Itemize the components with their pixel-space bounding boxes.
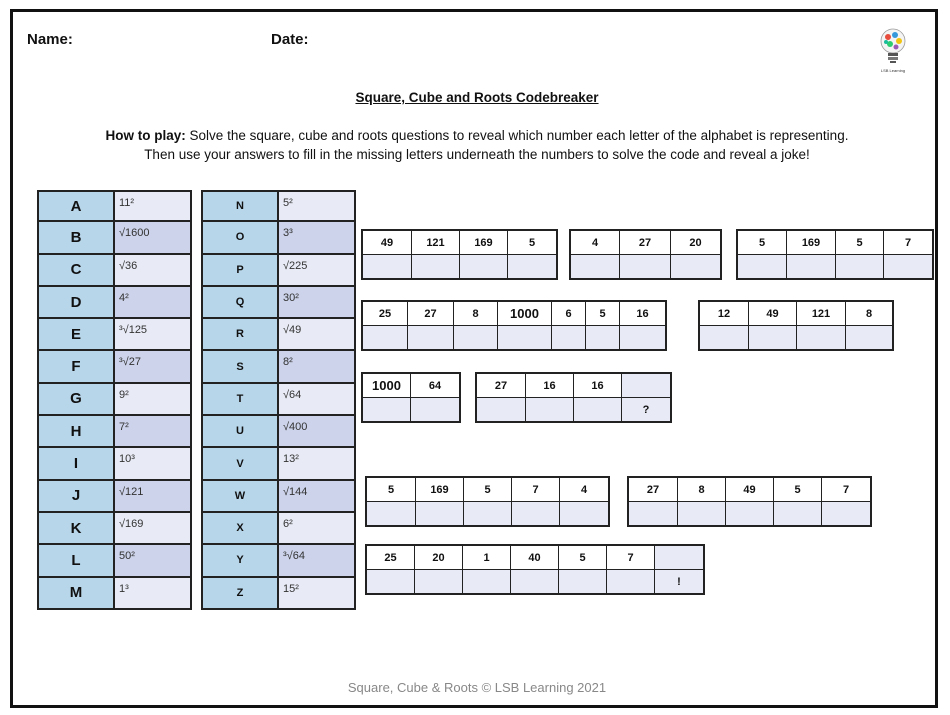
key-row-a — [37, 190, 192, 222]
code-cell — [884, 231, 932, 278]
key-row-t — [201, 384, 356, 416]
code-cell — [671, 231, 720, 278]
code-number: 4 — [571, 231, 619, 255]
code-number: 4 — [560, 478, 608, 502]
letter-answer-field[interactable]: ? — [622, 398, 670, 421]
letter-answer-field[interactable] — [477, 398, 525, 421]
instructions-line-2: Then use your answers to fill in the missing letters underneath the numbers to solve the code and reveal a joke! — [144, 147, 810, 162]
code-cell — [620, 302, 665, 349]
code-cell — [477, 374, 526, 421]
letter-answer-field[interactable] — [774, 502, 821, 525]
letter-answer-field[interactable] — [463, 570, 510, 593]
code-number: 7 — [884, 231, 932, 255]
key-question-answer-field[interactable]: √36 — [115, 255, 190, 285]
code-cell — [629, 478, 678, 525]
code-cell — [726, 478, 774, 525]
key-row-m — [37, 578, 192, 610]
code-cell — [498, 302, 552, 349]
code-number: 27 — [408, 302, 453, 326]
code-cell — [559, 546, 607, 593]
letter-answer-field[interactable] — [571, 255, 619, 278]
key-question-answer-field[interactable]: 3³ — [279, 222, 354, 252]
how-to-play-label: How to play: — [105, 128, 186, 143]
code-cell — [586, 302, 620, 349]
code-cell — [560, 478, 608, 525]
letter-answer-field[interactable] — [464, 502, 511, 525]
name-label: Name: — [27, 31, 73, 48]
key-question-answer-field[interactable]: 11² — [115, 192, 190, 220]
key-letter: A — [39, 192, 115, 220]
key-question-answer-field[interactable]: 6² — [279, 513, 354, 543]
key-question-answer-field[interactable]: √64 — [279, 384, 354, 414]
page-title: Square, Cube and Roots Codebreaker — [355, 90, 599, 105]
letter-answer-field[interactable] — [411, 398, 459, 421]
logo-text: LSB Learning — [880, 68, 906, 73]
letter-answer-field[interactable] — [460, 255, 507, 278]
key-row-u — [201, 416, 356, 448]
letter-answer-field[interactable] — [836, 255, 883, 278]
code-number: 49 — [363, 231, 411, 255]
code-cell — [367, 546, 415, 593]
key-table-n-to-z — [201, 190, 356, 610]
key-row-l — [37, 545, 192, 577]
key-question-answer-field[interactable]: 50² — [115, 545, 190, 575]
code-number: 169 — [787, 231, 835, 255]
code-word-5 — [698, 300, 894, 351]
code-cell — [367, 478, 416, 525]
key-letter: H — [39, 416, 115, 446]
code-word-8 — [365, 476, 610, 527]
code-number: 12 — [700, 302, 748, 326]
letter-answer-field[interactable] — [508, 255, 556, 278]
key-question-answer-field[interactable]: 7² — [115, 416, 190, 446]
letter-answer-field[interactable] — [620, 326, 665, 349]
code-word-7 — [475, 372, 672, 423]
key-letter: V — [203, 448, 279, 478]
key-row-j — [37, 481, 192, 513]
key-question-answer-field[interactable]: ³√64 — [279, 545, 354, 575]
code-number: 40 — [511, 546, 558, 570]
letter-answer-field[interactable] — [559, 570, 606, 593]
letter-answer-field[interactable] — [700, 326, 748, 349]
letter-answer-field[interactable] — [454, 326, 497, 349]
code-number: 5 — [774, 478, 821, 502]
key-letter: Q — [203, 287, 279, 317]
code-cell — [416, 478, 464, 525]
key-row-b — [37, 222, 192, 254]
key-letter: F — [39, 351, 115, 381]
letter-answer-field[interactable] — [574, 398, 621, 421]
code-number: 5 — [559, 546, 606, 570]
code-cell — [363, 231, 412, 278]
key-question-answer-field[interactable]: ³√125 — [115, 319, 190, 349]
key-letter: B — [39, 222, 115, 252]
code-number: 5 — [464, 478, 511, 502]
code-cell — [411, 374, 459, 421]
code-number: 16 — [526, 374, 573, 398]
code-number: 8 — [846, 302, 892, 326]
letter-answer-field[interactable] — [560, 502, 608, 525]
letter-answer-field[interactable] — [367, 502, 415, 525]
code-number: 5 — [738, 231, 786, 255]
code-number: 64 — [411, 374, 459, 398]
code-cell — [846, 302, 892, 349]
code-number: 7 — [822, 478, 870, 502]
key-letter: R — [203, 319, 279, 349]
code-cell — [512, 478, 560, 525]
code-cell — [526, 374, 574, 421]
key-question-answer-field[interactable]: 9² — [115, 384, 190, 414]
code-number — [622, 374, 670, 398]
key-letter: C — [39, 255, 115, 285]
key-question-answer-field[interactable]: √144 — [279, 481, 354, 511]
letter-answer-field[interactable] — [367, 570, 414, 593]
code-cell — [454, 302, 498, 349]
code-cell — [797, 302, 846, 349]
key-question-answer-field[interactable]: 30² — [279, 287, 354, 317]
code-cell — [700, 302, 749, 349]
letter-answer-field[interactable] — [671, 255, 720, 278]
letter-answer-field[interactable] — [363, 326, 407, 349]
code-word-9 — [627, 476, 872, 527]
code-cell — [574, 374, 622, 421]
letter-answer-field[interactable] — [738, 255, 786, 278]
code-cell — [415, 546, 463, 593]
code-number: 6 — [552, 302, 585, 326]
code-cell — [412, 231, 460, 278]
code-number: 5 — [836, 231, 883, 255]
key-row-c — [37, 255, 192, 287]
key-question-answer-field[interactable]: √169 — [115, 513, 190, 543]
code-cell — [363, 374, 411, 421]
code-cell — [787, 231, 836, 278]
key-letter: I — [39, 448, 115, 478]
code-word-10 — [365, 544, 705, 595]
code-number: 27 — [620, 231, 670, 255]
letter-answer-field[interactable] — [416, 502, 463, 525]
key-letter: D — [39, 287, 115, 317]
code-cell — [552, 302, 586, 349]
code-word-2 — [569, 229, 722, 280]
letter-answer-field[interactable] — [726, 502, 773, 525]
key-row-i — [37, 448, 192, 480]
code-cell — [822, 478, 870, 525]
key-question-answer-field[interactable]: √225 — [279, 255, 354, 285]
key-letter: O — [203, 222, 279, 252]
key-question-answer-field[interactable]: 1³ — [115, 578, 190, 608]
letter-answer-field[interactable] — [511, 570, 558, 593]
letter-answer-field[interactable] — [586, 326, 619, 349]
key-letter: Y — [203, 545, 279, 575]
code-cell — [463, 546, 511, 593]
code-number: 7 — [607, 546, 654, 570]
code-cell — [738, 231, 787, 278]
letter-answer-field[interactable] — [884, 255, 932, 278]
letter-answer-field[interactable] — [498, 326, 551, 349]
code-cell — [460, 231, 508, 278]
code-word-3 — [736, 229, 934, 280]
code-number: 49 — [749, 302, 796, 326]
key-row-w — [201, 481, 356, 513]
key-row-x — [201, 513, 356, 545]
code-number: 27 — [629, 478, 677, 502]
code-cell — [571, 231, 620, 278]
letter-answer-field[interactable] — [408, 326, 453, 349]
code-word-4 — [361, 300, 667, 351]
code-cell — [607, 546, 655, 593]
letter-answer-field[interactable] — [363, 255, 411, 278]
code-cell — [464, 478, 512, 525]
key-row-n — [201, 190, 356, 222]
letter-answer-field[interactable] — [846, 326, 892, 349]
code-number: 169 — [416, 478, 463, 502]
code-number: 8 — [678, 478, 725, 502]
key-letter: N — [203, 192, 279, 220]
key-row-g — [37, 384, 192, 416]
letter-answer-field[interactable] — [822, 502, 870, 525]
code-number: 5 — [367, 478, 415, 502]
code-number: 1000 — [363, 374, 410, 398]
key-question-answer-field[interactable]: 4² — [115, 287, 190, 317]
letter-answer-field[interactable] — [526, 398, 573, 421]
code-cell — [408, 302, 454, 349]
code-number: 5 — [508, 231, 556, 255]
key-letter: M — [39, 578, 115, 608]
instructions-line-1: Solve the square, cube and roots questions to reveal which number each letter of the alphabet is representing. — [189, 128, 849, 143]
key-question-answer-field[interactable]: 15² — [279, 578, 354, 608]
code-cell — [622, 374, 670, 421]
key-letter: X — [203, 513, 279, 543]
key-letter: Z — [203, 578, 279, 608]
code-number: 7 — [512, 478, 559, 502]
key-letter: W — [203, 481, 279, 511]
key-table-a-to-m — [37, 190, 192, 610]
key-question-answer-field[interactable]: 10³ — [115, 448, 190, 478]
key-letter: J — [39, 481, 115, 511]
code-number: 5 — [586, 302, 619, 326]
key-letter: L — [39, 545, 115, 575]
code-number: 20 — [671, 231, 720, 255]
key-row-f — [37, 351, 192, 383]
code-number: 20 — [415, 546, 462, 570]
letter-answer-field[interactable] — [552, 326, 585, 349]
key-question-answer-field[interactable]: ³√27 — [115, 351, 190, 381]
code-number: 121 — [797, 302, 845, 326]
footer-copyright: Square, Cube & Roots © LSB Learning 2021 — [347, 680, 607, 695]
letter-answer-field[interactable] — [678, 502, 725, 525]
key-question-answer-field[interactable]: √121 — [115, 481, 190, 511]
instructions — [13, 126, 941, 164]
code-cell — [749, 302, 797, 349]
letter-answer-field[interactable] — [412, 255, 459, 278]
code-cell — [655, 546, 703, 593]
letter-answer-field[interactable] — [512, 502, 559, 525]
code-number: 8 — [454, 302, 497, 326]
code-cell — [678, 478, 726, 525]
code-number: 121 — [412, 231, 459, 255]
code-cell — [620, 231, 671, 278]
letter-answer-field[interactable] — [620, 255, 670, 278]
code-cell — [774, 478, 822, 525]
code-number: 1000 — [498, 302, 551, 326]
letter-answer-field[interactable] — [797, 326, 845, 349]
letter-answer-field[interactable] — [607, 570, 654, 593]
key-row-s — [201, 351, 356, 383]
code-word-1 — [361, 229, 558, 280]
key-row-p — [201, 255, 356, 287]
key-row-z — [201, 578, 356, 610]
letter-answer-field[interactable] — [749, 326, 796, 349]
key-question-answer-field[interactable]: 13² — [279, 448, 354, 478]
code-number: 16 — [574, 374, 621, 398]
key-letter: G — [39, 384, 115, 414]
key-question-answer-field[interactable]: √400 — [279, 416, 354, 446]
code-number: 169 — [460, 231, 507, 255]
key-question-answer-field[interactable]: √1600 — [115, 222, 190, 252]
key-question-answer-field[interactable]: √49 — [279, 319, 354, 349]
key-letter: U — [203, 416, 279, 446]
code-number — [655, 546, 703, 570]
key-row-q — [201, 287, 356, 319]
letter-answer-field[interactable] — [415, 570, 462, 593]
worksheet — [10, 9, 938, 708]
code-number: 25 — [367, 546, 414, 570]
key-row-h — [37, 416, 192, 448]
code-cell — [508, 231, 556, 278]
key-row-d — [37, 287, 192, 319]
lightbulb-logo-icon — [875, 26, 911, 76]
code-word-6 — [361, 372, 461, 423]
code-cell — [363, 302, 408, 349]
letter-answer-field[interactable]: ! — [655, 570, 703, 593]
code-cell — [511, 546, 559, 593]
letter-answer-field[interactable] — [363, 398, 410, 421]
key-row-o — [201, 222, 356, 254]
key-letter: S — [203, 351, 279, 381]
key-letter: E — [39, 319, 115, 349]
key-row-r — [201, 319, 356, 351]
key-letter: T — [203, 384, 279, 414]
key-question-answer-field[interactable]: 8² — [279, 351, 354, 381]
key-row-y — [201, 545, 356, 577]
code-number: 49 — [726, 478, 773, 502]
key-row-v — [201, 448, 356, 480]
key-question-answer-field[interactable]: 5² — [279, 192, 354, 220]
code-cell — [836, 231, 884, 278]
key-letter: K — [39, 513, 115, 543]
code-number: 25 — [363, 302, 407, 326]
code-number: 1 — [463, 546, 510, 570]
key-row-e — [37, 319, 192, 351]
letter-answer-field[interactable] — [629, 502, 677, 525]
key-row-k — [37, 513, 192, 545]
letter-answer-field[interactable] — [787, 255, 835, 278]
key-letter: P — [203, 255, 279, 285]
code-number: 16 — [620, 302, 665, 326]
code-number: 27 — [477, 374, 525, 398]
date-label: Date: — [271, 31, 309, 48]
